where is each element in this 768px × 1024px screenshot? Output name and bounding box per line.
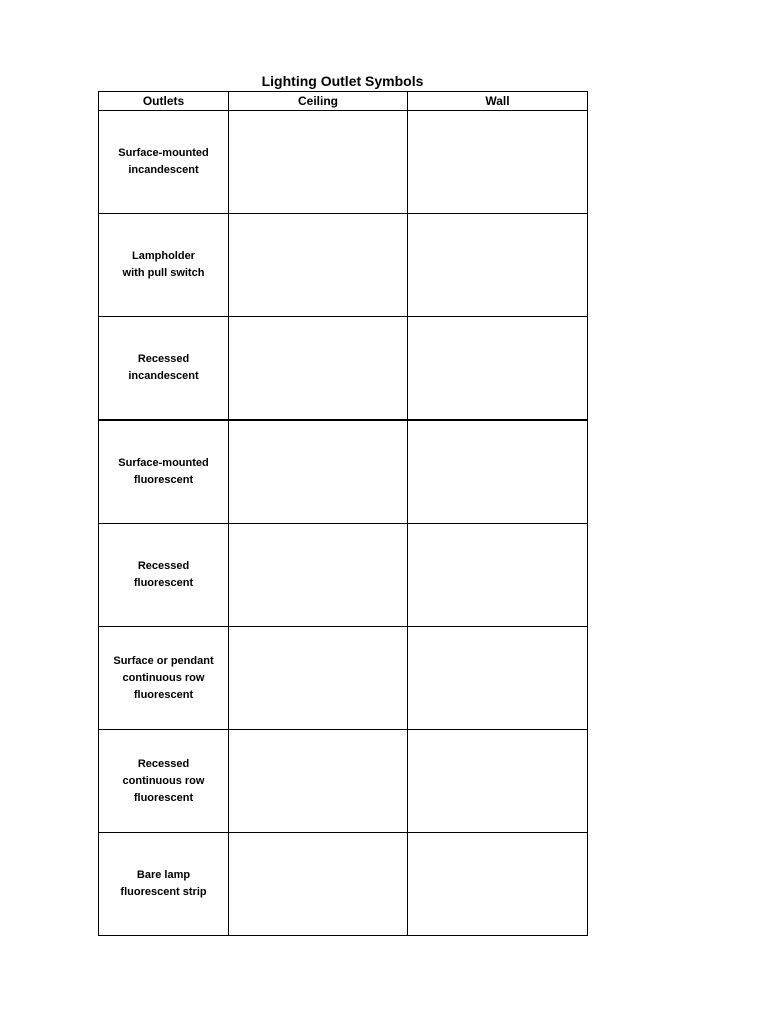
wall-symbol-cell [408,524,588,627]
ceiling-symbol-cell [229,627,408,730]
table-row [99,317,588,421]
header-row [99,92,588,111]
wall-symbol-cell [408,317,588,421]
outlet-name: Surface or pendant continuous row fluorescent [99,627,229,730]
ceiling-symbol-cell [229,214,408,317]
outlet-name: Recessed incandescent [99,317,229,421]
ceiling-symbol-cell [229,730,408,833]
header-outlets: Outlets [99,92,229,111]
header-wall: Wall [408,92,588,111]
lighting-outlet-symbols-table [98,91,588,936]
table-row [99,111,588,214]
wall-symbol-cell [408,627,588,730]
outlet-name: Recessed continuous row fluorescent [99,730,229,833]
outlet-name: Lampholder with pull switch [99,214,229,317]
wall-symbol-cell [408,420,588,524]
outlet-name: Bare lamp fluorescent strip [99,833,229,936]
outlet-name: Surface-mounted incandescent [99,111,229,214]
table-row [99,627,588,730]
outlet-name: Surface-mounted fluorescent [99,420,229,524]
wall-symbol-cell [408,111,588,214]
page-title: Lighting Outlet Symbols [261,73,424,89]
table-row [99,420,588,524]
table-row [99,524,588,627]
ceiling-symbol-cell [229,111,408,214]
wall-symbol-cell [408,214,588,317]
wall-symbol-cell [408,833,588,936]
outlet-name: Recessed fluorescent [99,524,229,627]
table-row [99,730,588,833]
ceiling-symbol-cell [229,317,408,421]
ceiling-symbol-cell [229,524,408,627]
ceiling-symbol-cell [229,420,408,524]
table-row [99,214,588,317]
wall-symbol-cell [408,730,588,833]
table-row [99,833,588,936]
ceiling-symbol-cell [229,833,408,936]
header-ceiling: Ceiling [229,92,408,111]
